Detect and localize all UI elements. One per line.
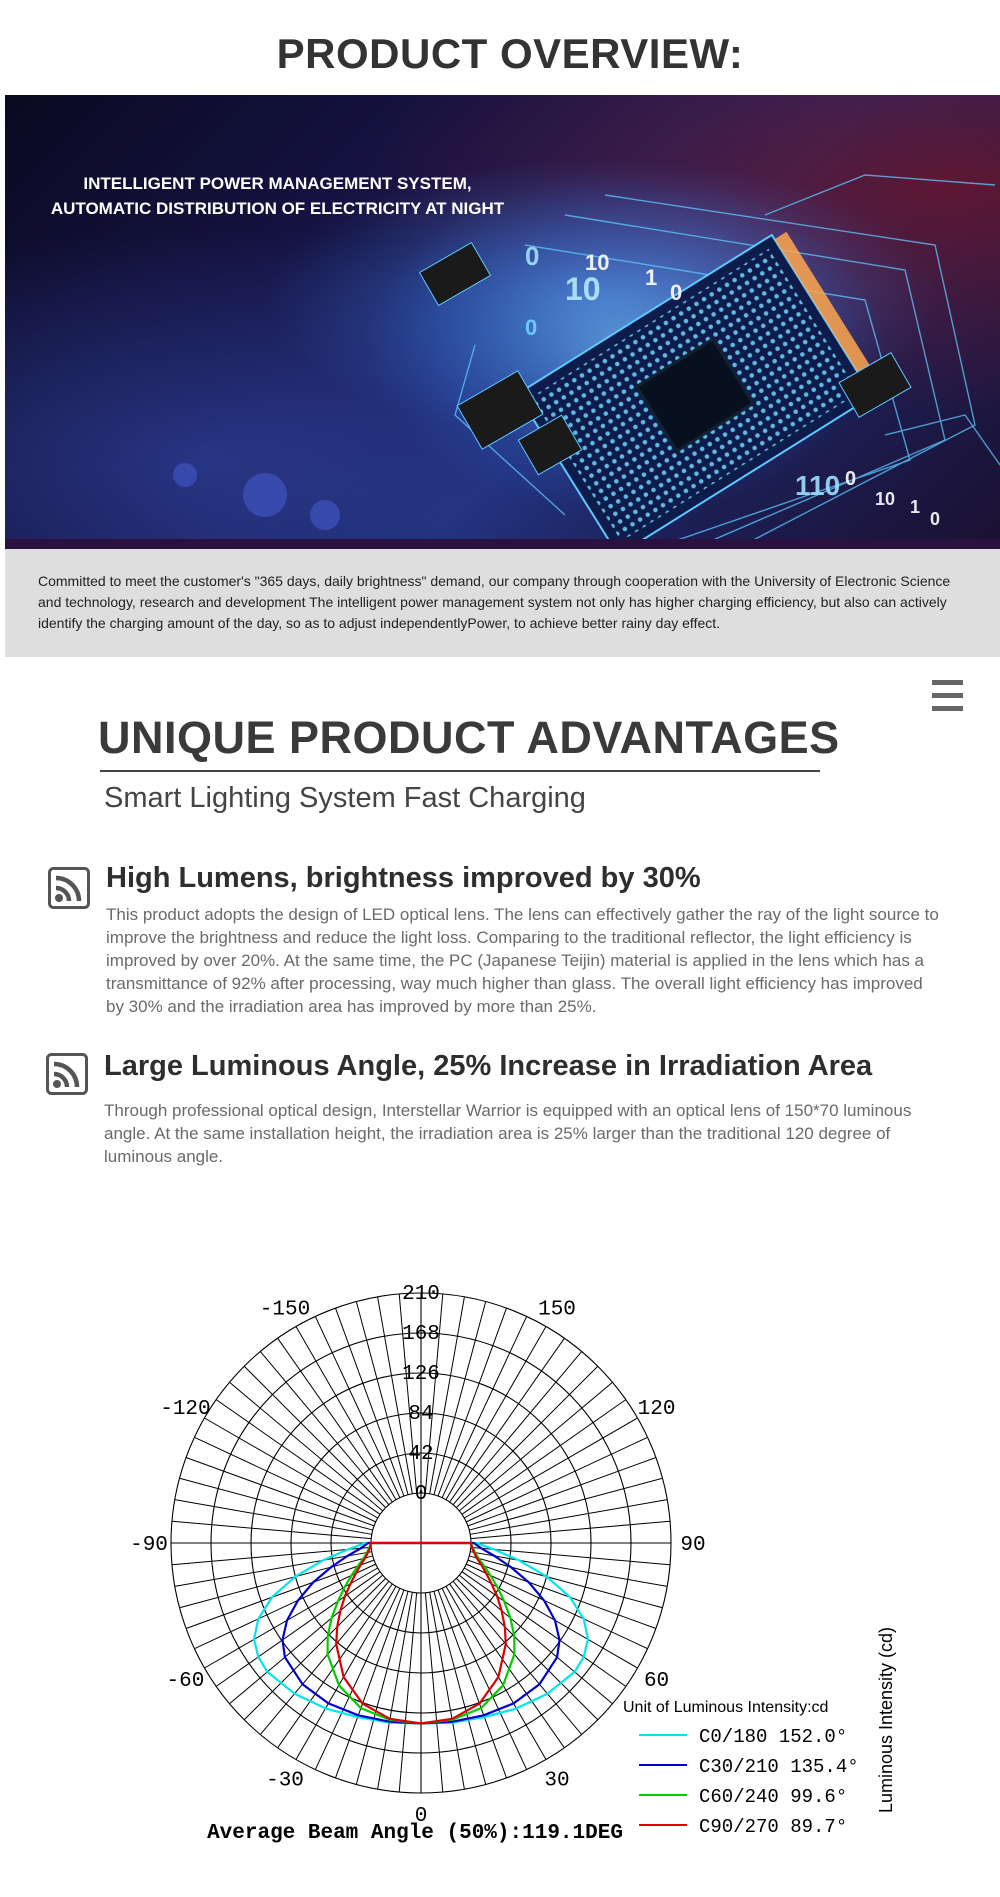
feature-description: This product adopts the design of LED optical lens. The lens can effectively gather the ray of the light source to improve the brightness and reduce the light loss. Comparing to the traditional reflector, the light efficiency is improved by over 20%. At the same time, the PC (Japanese Teijin) material is applied in the lens which has a transmittance of 92% after processing, way much higher than glass. The overall light efficiency has improved by 30% and the irradiation area has improved by more than 25%.: [106, 905, 939, 1016]
chip-digit-text: 0: [670, 280, 683, 305]
angular-grid-line: [260, 1351, 389, 1504]
angular-grid-line: [466, 1437, 647, 1522]
angular-grid-line: [378, 1592, 413, 1789]
angular-grid-line: [434, 1302, 486, 1495]
legend-label: C60/240 99.6°: [699, 1786, 848, 1808]
intro-panel: [5, 549, 1000, 657]
chip-digit-text: 1: [910, 497, 921, 517]
feature-description: Through professional optical design, Interstellar Warrior is equipped with an optical lens of 150*70 luminous angle. At the same installation height, the irradiation area is 25% larger than the traditional 120 degree of luminous angle.: [104, 1101, 912, 1166]
radial-tick-label: 84: [408, 1403, 434, 1426]
angular-grid-line: [459, 1382, 612, 1511]
advantages-subtitle: Smart Lighting System Fast Charging: [104, 782, 586, 814]
banner-bottom-strip: [5, 539, 1000, 549]
radial-axis-label: Luminous Intensity (cd): [876, 1626, 896, 1814]
angular-grid-line: [175, 1552, 372, 1587]
radial-tick-label: 0: [414, 1483, 428, 1506]
angular-grid-line: [194, 1564, 375, 1649]
feature-title: High Lumens, brightness improved by 30%: [106, 862, 701, 894]
chip-digit-text: 0: [525, 315, 538, 340]
angular-grid-line: [471, 1547, 670, 1564]
angular-grid-line: [216, 1572, 380, 1687]
angle-tick-label: 90: [680, 1534, 706, 1557]
angle-tick-label: 0: [414, 1805, 428, 1828]
chip-digit-text: 10: [875, 489, 896, 509]
radial-tick-label: 210: [402, 1283, 440, 1306]
banner-headline: [5, 171, 550, 221]
angular-grid-line: [462, 1400, 626, 1515]
angular-grid-line: [434, 1591, 486, 1784]
chip-digit-text: 10: [565, 271, 601, 307]
angular-grid-line: [462, 1572, 626, 1687]
angular-grid-line: [469, 1478, 662, 1530]
intro-text: Committed to meet the customer's "365 days, daily brightness" demand, our company through cooperation with the University of Electronic Science and technology, research and development The intelligent power management system not only has higher charging efficiency, but also can actively identify the charging amount of the day, so as to adjust independentlyPower, to achieve better rainy day effect.: [38, 573, 951, 631]
advantages-divider: [100, 770, 820, 772]
chip-digit-text: 0: [845, 468, 857, 490]
angular-grid-line: [278, 1338, 393, 1502]
angular-grid-line: [172, 1547, 371, 1564]
angle-tick-label: -30: [266, 1769, 304, 1793]
chip-digit-text: 0: [525, 241, 540, 271]
legend-label: C0/180 152.0°: [699, 1726, 848, 1748]
angular-grid-line: [442, 1588, 527, 1769]
legend-label: C30/210 135.4°: [699, 1756, 859, 1778]
angular-grid-line: [466, 1564, 647, 1649]
chip-digit-text: 10: [585, 250, 610, 275]
angular-grid-line: [459, 1575, 612, 1704]
angle-tick-label: -60: [166, 1670, 205, 1693]
angle-tick-label: 30: [544, 1769, 570, 1793]
angular-grid-line: [315, 1316, 400, 1497]
rss-feed-icon: [48, 867, 90, 909]
angular-grid-line: [425, 1593, 442, 1792]
angular-grid-line: [399, 1593, 416, 1792]
angular-grid-line: [175, 1500, 372, 1535]
angular-grid-line: [470, 1500, 667, 1535]
legend-label: C90/270 89.7°: [699, 1816, 848, 1838]
angle-tick-label: 120: [637, 1398, 676, 1421]
banner-headline-line-1: INTELLIGENT POWER MANAGEMENT SYSTEM,: [83, 174, 472, 193]
beam-angle-caption: Average Beam Angle (50%):119.1DEG: [207, 1822, 623, 1845]
angle-tick-label: -120: [160, 1398, 211, 1421]
advantages-title: UNIQUE PRODUCT ADVANTAGES: [98, 712, 840, 763]
angular-grid-line: [470, 1552, 667, 1587]
angular-grid-line: [471, 1521, 670, 1538]
chip-digit-text: 1: [645, 265, 658, 290]
radial-tick-label: 42: [408, 1443, 434, 1466]
radial-tick-label: 168: [402, 1323, 440, 1346]
angle-tick-label: -150: [259, 1298, 311, 1322]
angular-grid-line: [180, 1478, 373, 1530]
chip-digit-text: 110: [795, 470, 841, 501]
angle-tick-label: -90: [130, 1534, 168, 1557]
angular-grid-line: [356, 1302, 408, 1495]
unit-note: Unit of Luminous Intensity:cd: [623, 1699, 829, 1716]
angular-grid-line: [442, 1316, 527, 1497]
feature-title: Large Luminous Angle, 25% Increase in Irradiation Area: [104, 1050, 873, 1082]
angle-tick-label: 150: [538, 1298, 576, 1322]
circuit-banner: [5, 95, 1000, 549]
angular-grid-line: [229, 1382, 382, 1511]
radial-tick-label: 126: [402, 1363, 440, 1386]
angular-grid-line: [453, 1351, 582, 1504]
angular-grid-line: [315, 1588, 400, 1769]
overview-title: PRODUCT OVERVIEW:: [276, 30, 744, 77]
angular-grid-line: [216, 1400, 380, 1515]
angular-grid-line: [450, 1338, 565, 1502]
angular-grid-line: [356, 1591, 408, 1784]
banner-headline-line-2: AUTOMATIC DISTRIBUTION OF ELECTRICITY AT NIGHT: [50, 199, 505, 218]
chip-digit-text: 0: [930, 509, 941, 529]
angular-grid-line: [194, 1437, 375, 1522]
hamburger-menu-icon[interactable]: [932, 680, 963, 714]
angular-grid-line: [430, 1592, 465, 1789]
angular-grid-line: [172, 1521, 371, 1538]
angular-grid-line: [229, 1575, 382, 1704]
rss-feed-icon: [46, 1053, 88, 1095]
angle-tick-label: 60: [643, 1670, 670, 1693]
luminous-intensity-polar-chart: [105, 1260, 935, 1860]
circuit-chip-illustration: [5, 95, 1000, 549]
